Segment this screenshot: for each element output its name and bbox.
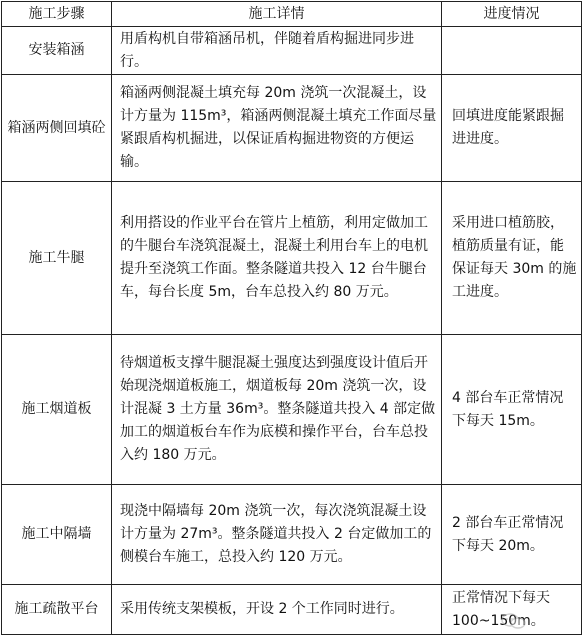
step-cell: 安装箱涵 <box>2 27 112 75</box>
detail-cell: 采用传统支架模板，开设 2 个工作同时进行。 <box>112 585 442 635</box>
detail-cell: 用盾构机自带箱涵吊机，伴随着盾构掘进同步进行。 <box>112 27 442 75</box>
table-row <box>2 585 582 635</box>
watermark <box>500 611 556 631</box>
table-row <box>2 485 582 585</box>
step-cell: 施工牛腿 <box>2 182 112 335</box>
table-row <box>2 75 582 182</box>
progress-cell: 2 部台车正常情况下每天 20m。 <box>442 485 582 585</box>
progress-cell: 采用进口植筋胶，植筋质量有证，能保证每天 30m 的施工进度。 <box>442 182 582 335</box>
step-cell: 施工疏散平台 <box>2 585 112 635</box>
step-cell: 施工中隔墙 <box>2 485 112 585</box>
wechat-logo-icon <box>500 612 528 630</box>
step-cell: 箱涵两侧回填砼 <box>2 75 112 182</box>
detail-cell: 箱涵两侧混凝土填充每 20m 浇筑一次混凝土，设计方量为 115m³，箱涵两侧混凝土填充工作面尽量紧跟盾构机掘进，以保证盾构掘进物资的方便运输。 <box>112 75 442 182</box>
detail-cell: 利用搭设的作业平台在管片上植筋，利用定做加工的牛腿台车浇筑混凝土，混凝土利用台车上的电机提升至浇筑工作面。整条隧道共投入 12 台牛腿台车，每台长度 5m，台车总投入约 80 万元。 <box>112 182 442 335</box>
progress-cell <box>442 27 582 75</box>
construction-table <box>1 1 582 635</box>
step-cell: 施工烟道板 <box>2 335 112 485</box>
progress-cell: 回填进度能紧跟掘进进度。 <box>442 75 582 182</box>
table-header-row <box>2 2 582 27</box>
table-row <box>2 182 582 335</box>
column-header-step: 施工步骤 <box>2 2 112 27</box>
detail-cell: 现浇中隔墙每 20m 浇筑一次，每次浇筑混凝土设计方量为 27m³。整条隧道共投入 2 台定做加工的侧模台车施工，总投入约 120 万元。 <box>112 485 442 585</box>
table-row <box>2 335 582 485</box>
detail-cell: 待烟道板支撑牛腿混凝土强度达到强度设计值后开始现浇烟道板施工，烟道板每 20m 浇筑一次，设计混凝 3 土方量 36m³。整条隧道共投入 4 部定做加工的烟道板台车作为底模和操作平台，台车总投入约 180 万元。 <box>112 335 442 485</box>
progress-cell: 4 部台车正常情况下每天 15m。 <box>442 335 582 485</box>
progress-cell: 正常情况下每天 100~150m。 <box>442 585 582 635</box>
table-row <box>2 27 582 75</box>
column-header-progress: 进度情况 <box>442 2 582 27</box>
column-header-detail: 施工详情 <box>112 2 442 27</box>
